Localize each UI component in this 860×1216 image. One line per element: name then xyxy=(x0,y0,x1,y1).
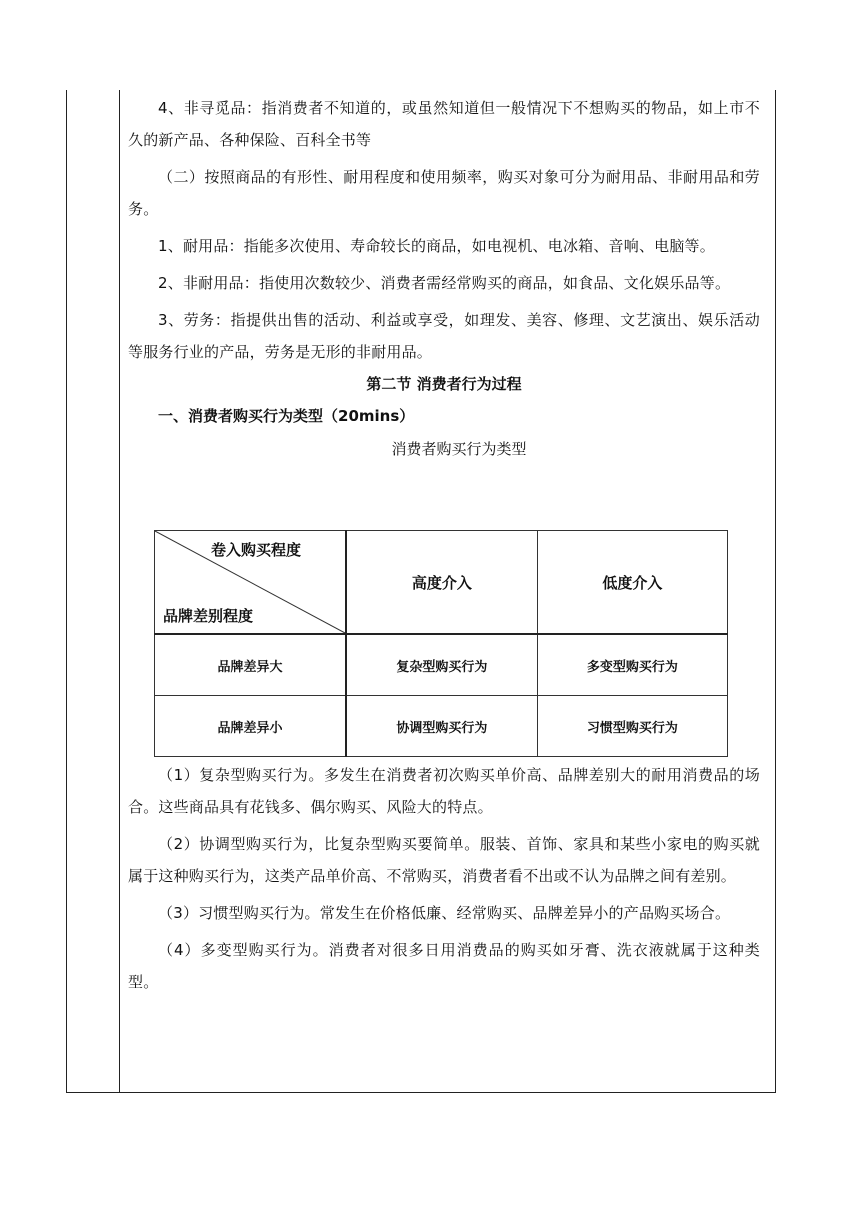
section-title: 第二节 消费者行为过程 xyxy=(366,375,522,393)
table-cell: 习惯型购买行为 xyxy=(537,696,727,757)
paragraph: 1、耐用品：指能多次使用、寿命较长的商品，如电视机、电冰箱、音响、电脑等。 xyxy=(158,237,715,255)
corner-bottom-label: 品牌差别程度 xyxy=(163,607,254,625)
bottom-content xyxy=(128,759,760,998)
table-caption: 消费者购买行为类型 xyxy=(391,440,527,458)
paragraph: 4、非寻觅品：指消费者不知道的，或虽然知道但一般情况下不想购买的物品，如上市不久的新产品、各种保险、百科全书等 xyxy=(128,99,760,149)
paragraph: （2）协调型购买行为，比复杂型购买要简单。服装、首饰、家具和某些小家电的购买就属于这种购买行为，这类产品单价高、不常购买，消费者看不出或不认为品牌之间有差别。 xyxy=(128,835,760,885)
purchase-behavior-table xyxy=(154,530,728,757)
table-row xyxy=(155,696,728,757)
paragraph: （1）复杂型购买行为。多发生在消费者初次购买单价高、品牌差别大的耐用消费品的场合。这些商品具有花钱多、偶尔购买、风险大的特点。 xyxy=(128,766,760,816)
row-label: 品牌差异大 xyxy=(155,634,347,696)
main-content xyxy=(128,92,760,464)
table-header-row xyxy=(155,531,728,635)
paragraph: （4）多变型购买行为。消费者对很多日用消费品的购买如牙膏、洗衣液就属于这种类型。 xyxy=(128,941,760,991)
corner-top-label: 卷入购买程度 xyxy=(211,541,302,559)
col-header-low: 低度介入 xyxy=(537,531,727,635)
table-cell: 协调型购买行为 xyxy=(346,696,537,757)
diagonal-header-cell xyxy=(155,531,347,635)
column-separator xyxy=(119,90,120,1093)
paragraph: （3）习惯型购买行为。常发生在价格低廉、经常购买、品牌差异小的产品购买场合。 xyxy=(158,904,731,922)
table-row xyxy=(155,634,728,696)
table-cell: 复杂型购买行为 xyxy=(346,634,537,696)
table-cell: 多变型购买行为 xyxy=(537,634,727,696)
col-header-high: 高度介入 xyxy=(346,531,537,635)
paragraph: 3、劳务：指提供出售的活动、利益或享受，如理发、美容、修理、文艺演出、娱乐活动等服务行业的产品，劳务是无形的非耐用品。 xyxy=(128,311,760,361)
paragraph: （二）按照商品的有形性、耐用程度和使用频率，购买对象可分为耐用品、非耐用品和劳务。 xyxy=(128,168,760,218)
row-label: 品牌差异小 xyxy=(155,696,347,757)
paragraph: 2、非耐用品：指使用次数较少、消费者需经常购买的商品，如食品、文化娱乐品等。 xyxy=(158,274,731,292)
subsection-title: 一、消费者购买行为类型（20mins） xyxy=(158,407,415,425)
